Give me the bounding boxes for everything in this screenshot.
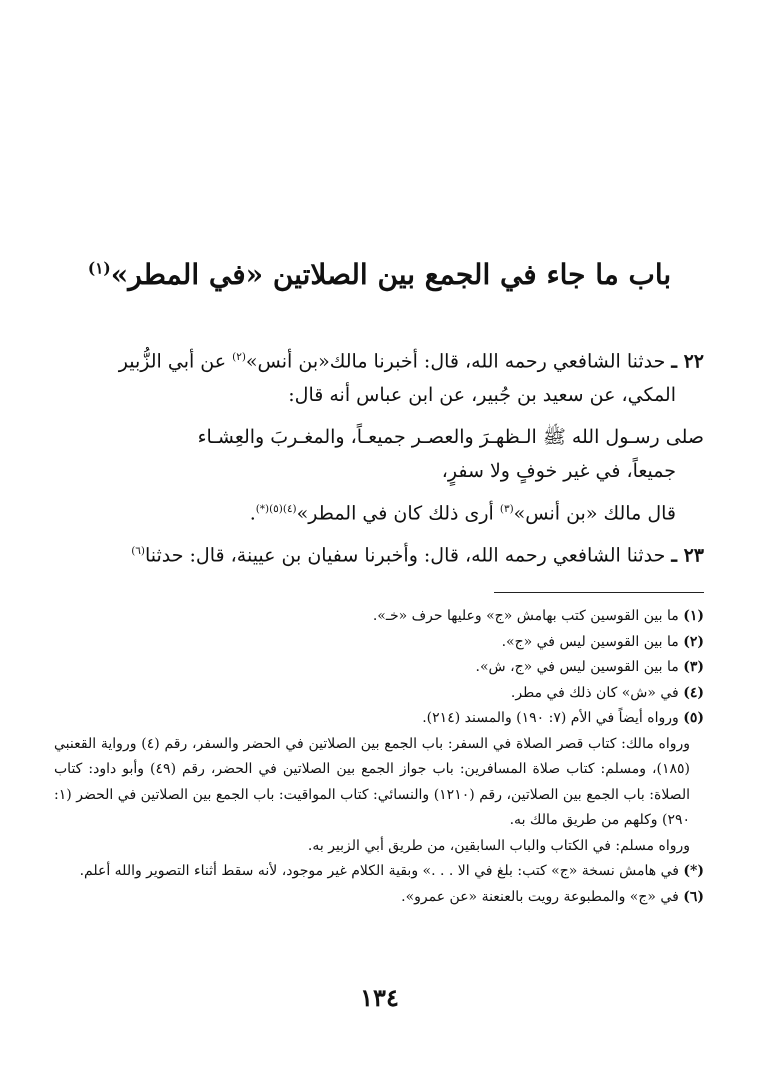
footnote-text: ورواه أيضاً في الأم (٧: ١٩٠) والمسند (٢١٤). [422, 710, 684, 726]
footnote-number: (٢) [683, 633, 704, 650]
footnote-item [54, 655, 704, 681]
footnote-number: (٥) [683, 710, 704, 726]
hadith-23-isnad [44, 534, 704, 572]
footnote-continuation: ورواه مالك: كتاب قصر الصلاة في السفر: باب الجمع بين الصلاتين في الحضر والسفر، رقم (٤) ورواية القعنبي (١٨٥)، ومسلم: كتاب صلاة المسافرين: باب جواز الجمع بين الصلاتين في الحضر، رقم (٤٩) وأبو داود: كتاب الصلاة: باب الجمع بين الصلاتين، رقم (١٢١٠) والنسائي: كتاب المواقيت: باب الجمع بين الصلاتين في الحضر (١: ٢٩٠) وكلهم من طريق مالك به. [54, 735, 690, 828]
hadith-text: المكي، عن سعيد بن جُبير، عن ابن عباس أنه قال: [288, 384, 676, 407]
footnote-item [54, 885, 704, 911]
hadith-text: صلى رسـول الله ﷺ الـظهـرَ والعصـر جميعـاً، والمغـربَ والعِشـاء [197, 426, 704, 448]
hadith-text: أرى ذلك كان في المطر» [296, 502, 500, 525]
footnote-number: (*) [683, 863, 704, 879]
chapter-title-footnote-ref: (١) [87, 259, 111, 278]
footnote-text: في هامش نسخة «ج» كتب: بلغ في الا . . .» وبقية الكلام غير موجود، لأنه سقط أثناء التصوير والله أعلم. [79, 863, 684, 879]
footnote-ref: (٣) [499, 503, 514, 515]
hadith-text: جميعاً، في غير خوفٍ ولا سفرٍ، [441, 460, 676, 482]
footnote-continuation: ورواه مسلم: في الكتاب والباب السابقين، من طريق أبي الزبير به. [307, 837, 690, 854]
page-number: ١٣٤ [360, 983, 399, 1012]
footnote-text: في «ج» والمطبوعة رويت بالعنعنة «عن عمرو». [401, 888, 684, 905]
hadith-22-isnad [44, 340, 704, 412]
hadith-text: حدثنا الشافعي رحمه الله، قال: وأخبرنا سفيان بن عيينة، قال: حدثنا [144, 544, 666, 567]
hadith-text: حدثنا الشافعي رحمه الله، قال: أخبرنا مالك«بن أنس» [245, 350, 666, 373]
chapter-title-text: باب ما جاء في الجمع بين الصلاتين «في المطر» [110, 258, 672, 291]
hadith-text: عن أبي الزُّبير [118, 350, 233, 373]
footnote-text: ما بين القوسين كتب بهامش «ج» وعليها حرف «خـ». [372, 608, 684, 624]
footnote-number: (٤) [683, 684, 704, 701]
footnote-text: في «ش» كان ذلك في مطر. [510, 684, 684, 701]
footnote-item [54, 706, 704, 732]
footnote-text: ما بين القوسين ليس في «ج». [501, 633, 684, 650]
footnote-separator [494, 592, 704, 593]
footnote-number: (١) [683, 608, 704, 624]
footnote-ref: (٤)(٥)(*) [255, 503, 297, 515]
footnote-ref: (٦) [131, 545, 145, 557]
footnote-item [54, 681, 704, 707]
hadith-text: . [249, 502, 256, 525]
hadith-text: قال مالك «بن أنس» [513, 502, 676, 525]
hadith-22-matn [44, 420, 704, 488]
footnote-number: (٣) [683, 659, 704, 675]
footnote-ref: (٢) [232, 351, 246, 363]
footnote-number: (٦) [683, 888, 704, 905]
footnote-text: ما بين القوسين ليس في «ج، ش». [475, 659, 684, 675]
chapter-title [80, 258, 679, 291]
hadith-number: ٢٢ ـ [671, 350, 704, 373]
footnotes [54, 604, 704, 910]
hadith-22-malik-comment [44, 492, 704, 530]
footnote-item [54, 859, 704, 885]
footnote-item [54, 604, 704, 630]
footnote-item [54, 630, 704, 656]
hadith-number: ٢٣ ـ [671, 544, 704, 567]
